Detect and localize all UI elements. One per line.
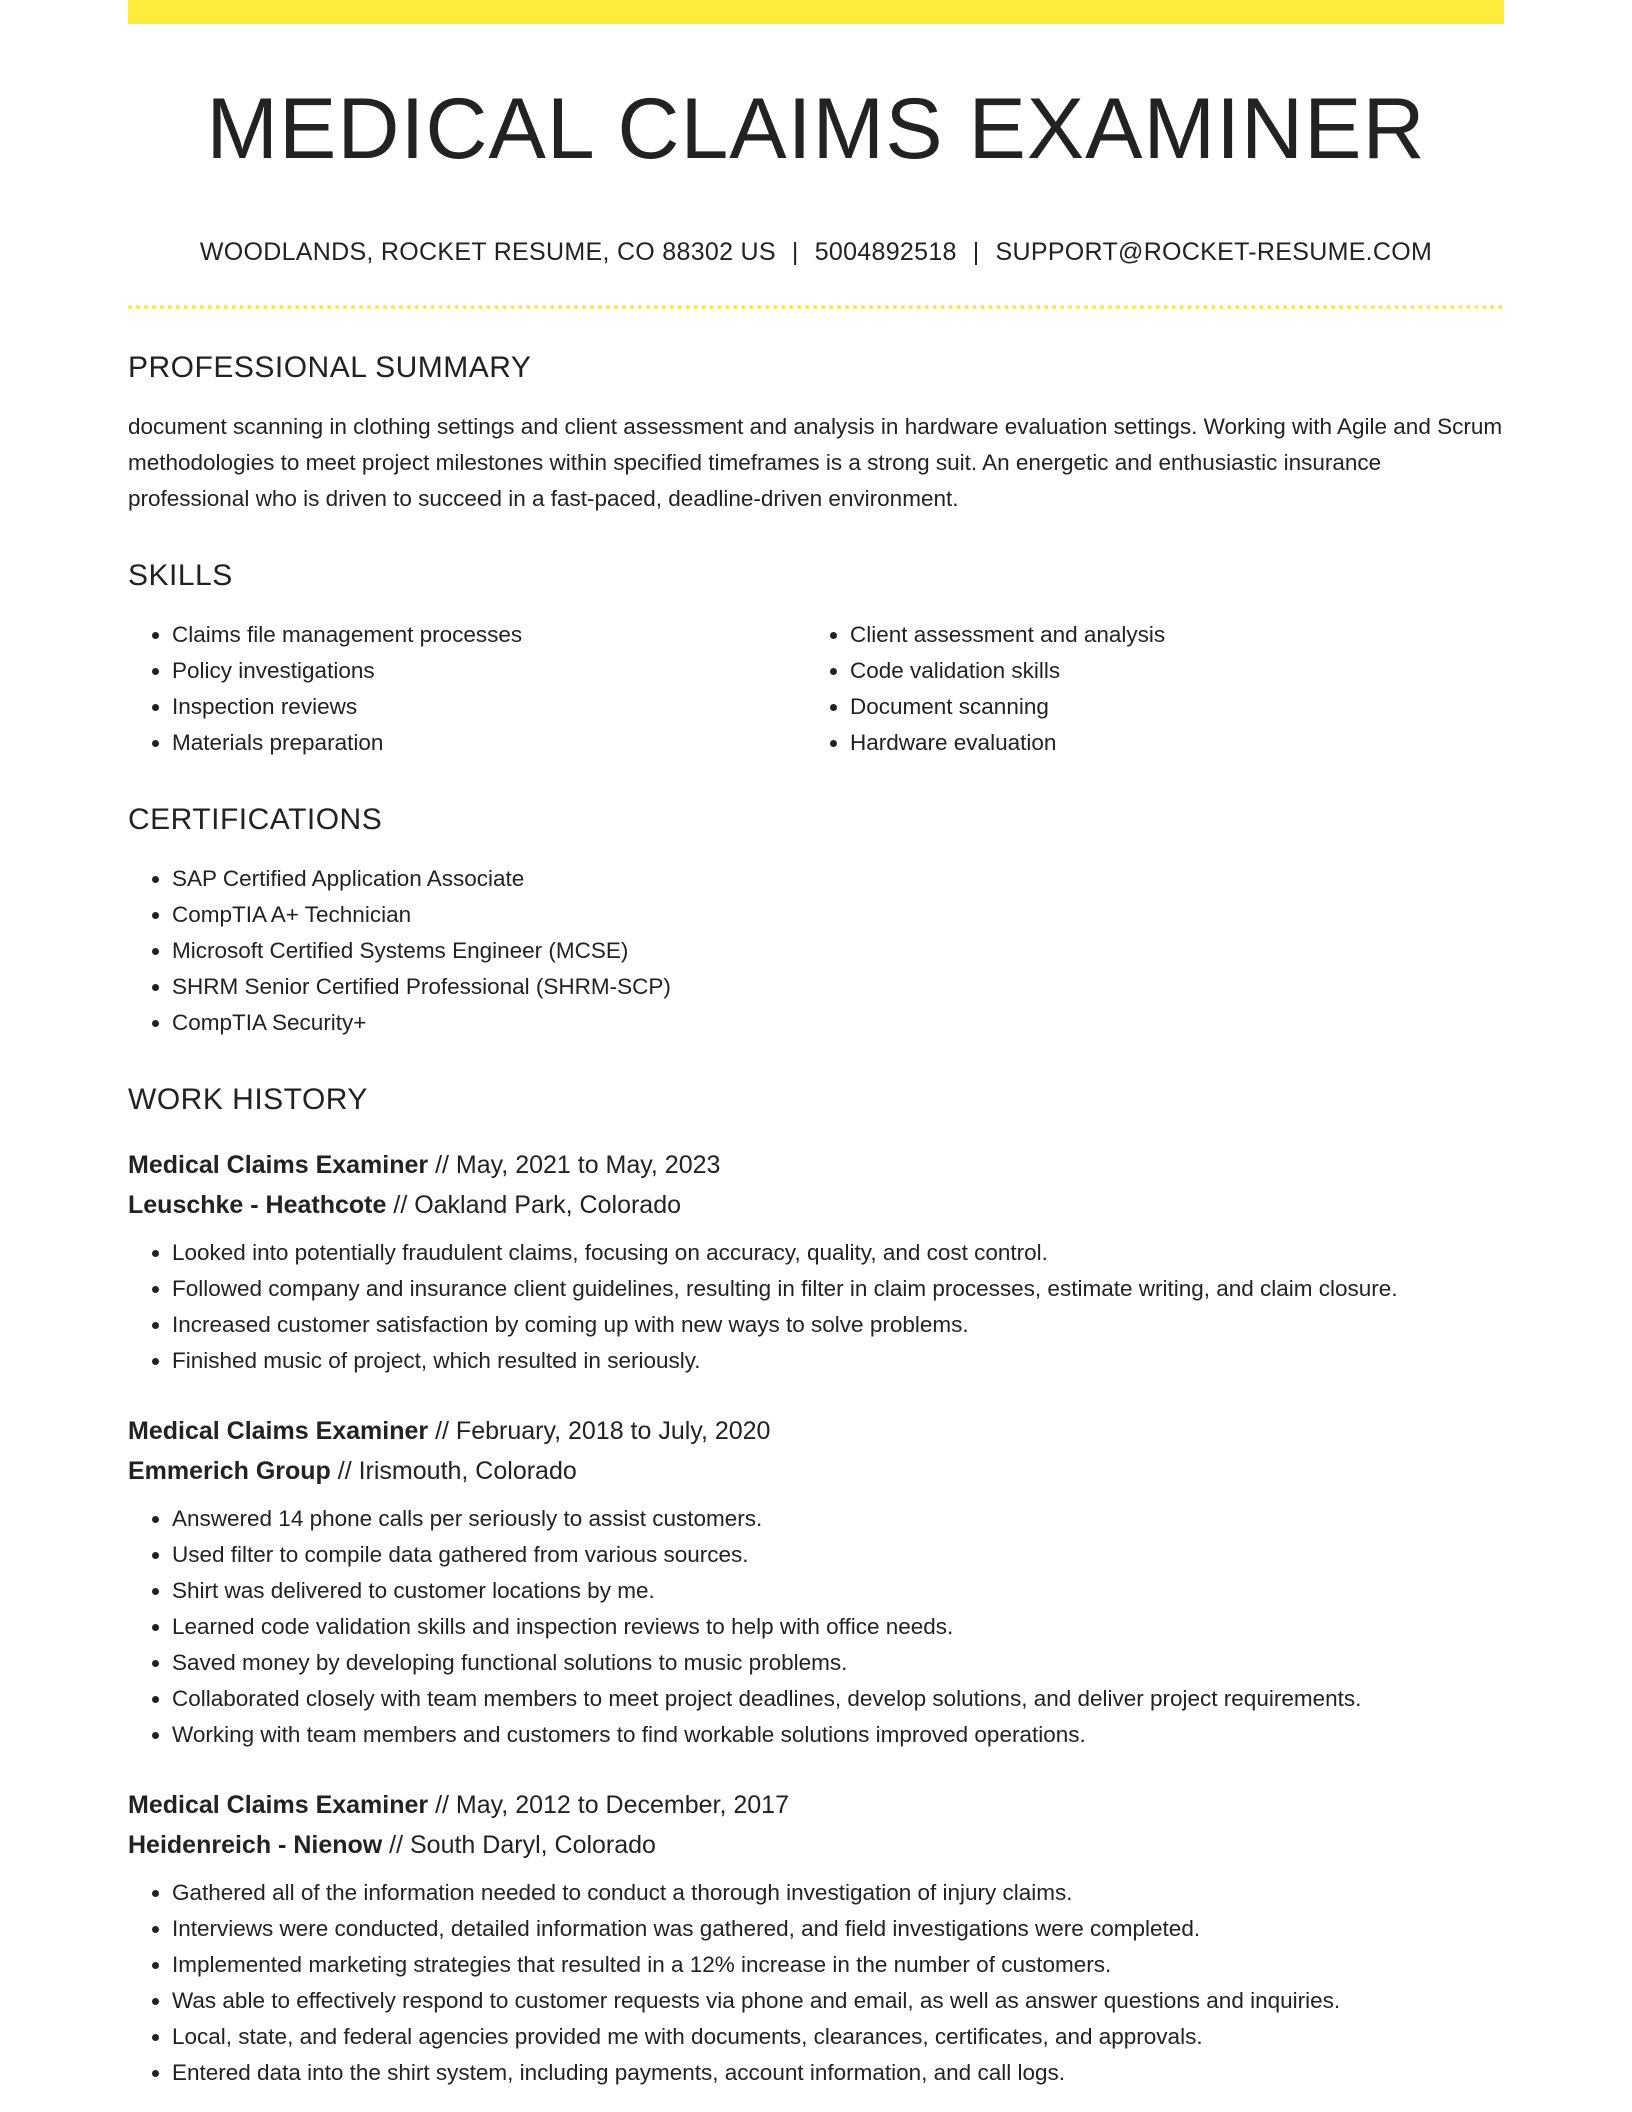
work-history-list xyxy=(128,1145,1504,2091)
skills-left-list xyxy=(128,617,806,761)
list-item: • Increased customer satisfaction by coming up with new ways to solve problems. xyxy=(172,1307,1504,1343)
job-company: Leuschke - Heathcote xyxy=(128,1191,387,1219)
job-company-line xyxy=(128,1825,1504,1865)
job-title-line xyxy=(128,1785,1504,1825)
job-company: Emmerich Group xyxy=(128,1457,331,1485)
job-location: // South Daryl, Colorado xyxy=(382,1831,656,1859)
list-item: • CompTIA Security+ xyxy=(172,1005,1504,1041)
job-company-line xyxy=(128,1451,1504,1491)
list-item: • Document scanning xyxy=(850,689,1484,725)
page-title: MEDICAL CLAIMS EXAMINER xyxy=(206,81,1426,177)
job-location: // Irismouth, Colorado xyxy=(330,1457,577,1485)
job-entry xyxy=(128,1145,1504,1379)
list-item: • Gathered all of the information needed to conduct a thorough investigation of injury claims. xyxy=(172,1875,1504,1911)
list-item: • Implemented marketing strategies that resulted in a 12% increase in the number of customers. xyxy=(172,1947,1504,1983)
list-item: • Code validation skills xyxy=(850,653,1484,689)
list-item: • SHRM Senior Certified Professional (SHRM-SCP) xyxy=(172,969,1504,1005)
list-item: • Collaborated closely with team members to meet project deadlines, develop solutions, and deliver project requirements. xyxy=(172,1681,1504,1717)
resume-page xyxy=(128,0,1504,2091)
skills-right-list xyxy=(806,617,1484,761)
contact-line xyxy=(128,238,1504,267)
top-accent-bar xyxy=(128,0,1504,24)
list-item: • SAP Certified Application Associate xyxy=(172,861,1504,897)
list-item: • Inspection reviews xyxy=(172,689,806,725)
skills-grid xyxy=(128,617,1504,761)
job-role: Medical Claims Examiner xyxy=(128,1151,429,1179)
list-item: • Materials preparation xyxy=(172,725,806,761)
job-role: Medical Claims Examiner xyxy=(128,1791,429,1819)
list-item: • Finished music of project, which resulted in seriously. xyxy=(172,1343,1504,1379)
contact-separator: | xyxy=(791,238,799,266)
summary-text: document scanning in clothing settings and client assessment and analysis in hardware evaluation settings. Working with Agile and Scrum methodologies to meet project milestones within specified timeframes is a strong suit. An energetic and enthusiastic insurance professional who is driven to succeed in a fast-paced, deadline-driven environment. xyxy=(128,414,1503,511)
contact-phone: 5004892518 xyxy=(814,238,957,266)
work-history-heading: WORK HISTORY xyxy=(128,1083,368,1116)
summary-heading: PROFESSIONAL SUMMARY xyxy=(128,351,532,384)
list-item: • Client assessment and analysis xyxy=(850,617,1484,653)
list-item: • Was able to effectively respond to customer requests via phone and email, as well as answer questions and inquiries. xyxy=(172,1983,1504,2019)
job-bullets xyxy=(128,1875,1504,2091)
list-item: • Answered 14 phone calls per seriously to assist customers. xyxy=(172,1501,1504,1537)
list-item: • Followed company and insurance client guidelines, resulting in filter in claim processes, estimate writing, and claim closure. xyxy=(172,1271,1504,1307)
list-item: • Hardware evaluation xyxy=(850,725,1484,761)
certifications-heading: CERTIFICATIONS xyxy=(128,803,383,836)
skills-heading: SKILLS xyxy=(128,559,233,592)
list-item: • Local, state, and federal agencies provided me with documents, clearances, certificates, and approvals. xyxy=(172,2019,1504,2055)
list-item: • Shirt was delivered to customer locations by me. xyxy=(172,1573,1504,1609)
list-item: • Microsoft Certified Systems Engineer (MCSE) xyxy=(172,933,1504,969)
list-item: • Entered data into the shirt system, including payments, account information, and call logs. xyxy=(172,2055,1504,2091)
contact-separator: | xyxy=(972,238,980,266)
list-item: • Looked into potentially fraudulent claims, focusing on accuracy, quality, and cost control. xyxy=(172,1235,1504,1271)
job-dates: // May, 2021 to May, 2023 xyxy=(428,1151,721,1179)
list-item: • CompTIA A+ Technician xyxy=(172,897,1504,933)
job-entry xyxy=(128,1411,1504,1753)
list-item: • Working with team members and customers to find workable solutions improved operations. xyxy=(172,1717,1504,1753)
job-company-line xyxy=(128,1185,1504,1225)
job-entry xyxy=(128,1785,1504,2091)
job-role: Medical Claims Examiner xyxy=(128,1417,429,1445)
list-item: • Interviews were conducted, detailed information was gathered, and field investigations were completed. xyxy=(172,1911,1504,1947)
contact-email: SUPPORT@ROCKET-RESUME.COM xyxy=(995,238,1433,266)
job-dates: // May, 2012 to December, 2017 xyxy=(428,1791,789,1819)
list-item: • Claims file management processes xyxy=(172,617,806,653)
list-item: • Learned code validation skills and inspection reviews to help with office needs. xyxy=(172,1609,1504,1645)
certifications-list xyxy=(128,861,1504,1041)
dotted-divider xyxy=(128,305,1504,309)
list-item: • Saved money by developing functional solutions to music problems. xyxy=(172,1645,1504,1681)
contact-address: WOODLANDS, ROCKET RESUME, CO 88302 US xyxy=(199,238,776,266)
list-item: • Policy investigations xyxy=(172,653,806,689)
job-bullets xyxy=(128,1501,1504,1753)
job-title-line xyxy=(128,1411,1504,1451)
job-title-line xyxy=(128,1145,1504,1185)
job-location: // Oakland Park, Colorado xyxy=(386,1191,682,1219)
job-company: Heidenreich - Nienow xyxy=(128,1831,383,1859)
job-bullets xyxy=(128,1235,1504,1379)
list-item: • Used filter to compile data gathered from various sources. xyxy=(172,1537,1504,1573)
job-dates: // February, 2018 to July, 2020 xyxy=(428,1417,771,1445)
